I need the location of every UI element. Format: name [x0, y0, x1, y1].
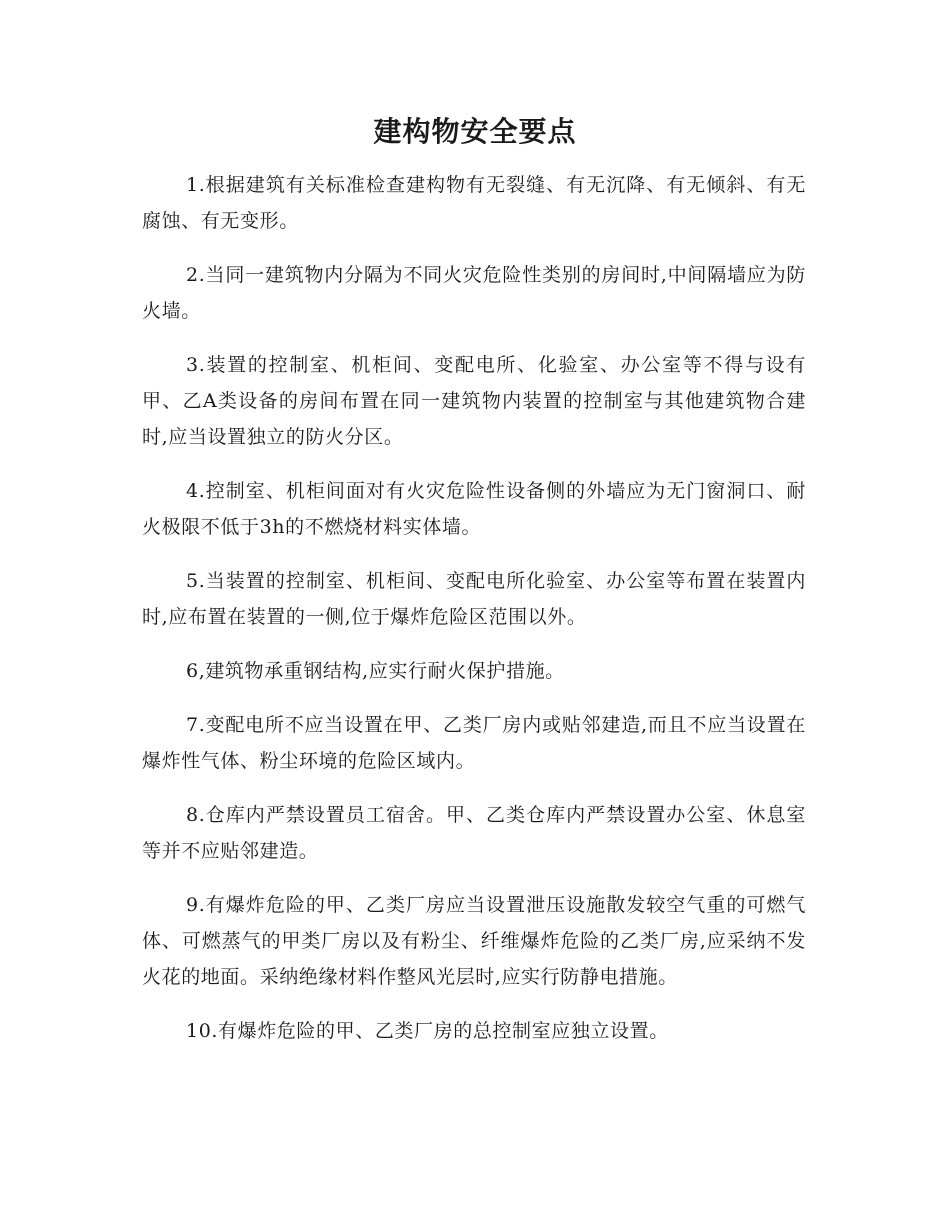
document-title: 建构物安全要点 [373, 115, 577, 148]
document-body [142, 167, 806, 1067]
paragraph-2: 2.当同一建筑物内分隔为不同火灾危险性类别的房间时,中间隔墙应为防火墙。 [142, 264, 806, 322]
paragraph-5: 5.当装置的控制室、机柜间、变配电所化验室、办公室等布置在装置内时,应布置在装置的一侧,位于爆炸危险区范围以外。 [142, 570, 806, 628]
paragraph-1: 1.根据建筑有关标准检查建构物有无裂缝、有无沉降、有无倾斜、有无腐蚀、有无变形。 [142, 174, 806, 232]
paragraph-9: 9.有爆炸危险的甲、乙类厂房应当设置泄压设施散发较空气重的可燃气体、可燃蒸气的甲类厂房以及有粉尘、纤维爆炸危险的乙类厂房,应采纳不发火花的地面。采纳绝缘材料作整风光层时,应实行防静电措施。 [142, 894, 806, 988]
paragraph-4: 4.控制室、机柜间面对有火灾危险性设备侧的外墙应为无门窗洞口、耐火极限不低于3h的不燃烧材料实体墙。 [142, 480, 806, 538]
paragraph-6: 6,建筑物承重钢结构,应实行耐火保护措施。 [186, 660, 565, 682]
paragraph-7: 7.变配电所不应当设置在甲、乙类厂房内或贴邻建造,而且不应当设置在爆炸性气体、粉尘环境的危险区域内。 [142, 714, 806, 772]
paragraph-3: 3.装置的控制室、机柜间、变配电所、化验室、办公室等不得与设有甲、乙A类设备的房间布置在同一建筑物内装置的控制室与其他建筑物合建时,应当设置独立的防火分区。 [142, 354, 806, 448]
paragraph-10: 10.有爆炸危险的甲、乙类厂房的总控制室应独立设置。 [186, 1020, 669, 1042]
paragraph-8: 8.仓库内严禁设置员工宿舍。甲、乙类仓库内严禁设置办公室、休息室等并不应贴邻建造。 [142, 804, 806, 862]
